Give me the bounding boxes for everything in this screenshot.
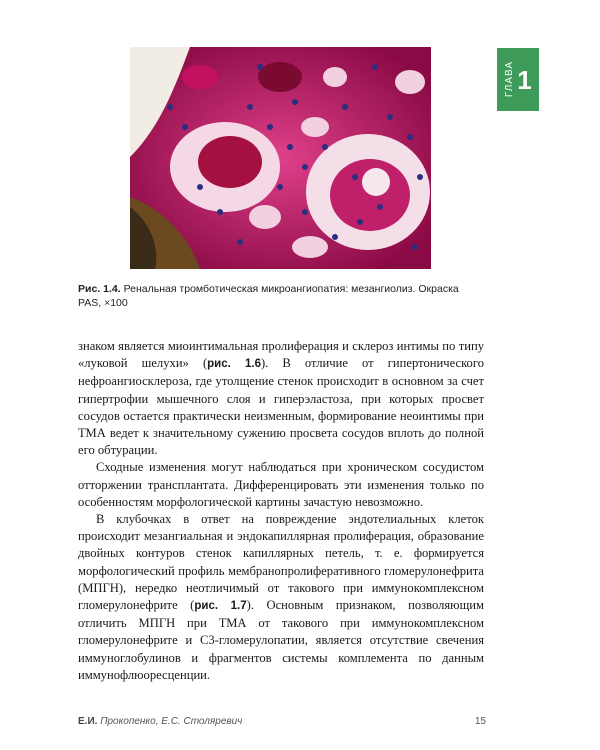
figure-reference: рис. 1.6 — [207, 358, 261, 371]
body-paragraph — [78, 338, 484, 459]
figure-reference: рис. 1.7 — [194, 600, 247, 613]
paragraph-text: В клубочках в ответ на повреждение эндотелиальных клеток происходит мезангиальная и эндокапиллярная пролиферация, образование двойных контуров стенок капиллярных петель, т. е. формируется морфологический профиль мембранопролиферативного гломерулонефрита (МПГН), нередко неотличимый от такового при иммунокомплексном гломерулонефрите ( — [78, 512, 484, 613]
footer-author-names: Прокопенко, Е.С. Столяревич — [100, 716, 243, 727]
body-paragraph — [78, 459, 484, 511]
page-number: 15 — [474, 716, 486, 727]
micrograph-image — [130, 47, 431, 269]
chapter-tab — [497, 48, 539, 111]
body-text — [78, 338, 484, 684]
chapter-word: ГЛАВА — [504, 61, 516, 98]
paragraph-text: ). В отличие от гипертонического нефроангиосклероза, где утолщение стенок происходит в основном за счет гипертрофии мышечного слоя и гиперэластоза, при которых просвет сосудов остается практически неизменным, формирование неоинтимы при ТМА ведет к значительному сужению просвета сосудов вплоть до полной его обтурации. — [78, 356, 484, 458]
chapter-number: 1 — [517, 64, 532, 95]
footer-initials: Е.И. — [78, 716, 98, 727]
body-paragraph — [78, 511, 484, 684]
paragraph-text: знаком является миоинтимальная пролиферация и склероз интимы по типу «луковой шелухи» ( — [78, 339, 484, 371]
figure-caption — [78, 282, 484, 310]
page-footer — [78, 716, 486, 727]
footer-authors — [78, 716, 242, 727]
paragraph-text: Сходные изменения могут наблюдаться при хроническом сосудистом отторжении трансплантата. Дифференцировать эти изменения только по особенностям морфологической картины зачастую невозможно. — [78, 460, 484, 509]
paragraph-text: ). Основным признаком, позволяющим отличить МПГН при ТМА от такового при иммунокомплексном гломерулонефрите и С3-гломерулопатии, является отсутствие свечения иммуноглобулинов и фрагментов системы комплемента по данным иммунофлюоресценции. — [78, 598, 484, 682]
caption-text: Ренальная тромботическая микроангиопатия: мезангиолиз. Окраска PAS, ×100 — [78, 283, 459, 309]
caption-label: Рис. 1.4. — [78, 283, 121, 295]
micrograph-illustration — [130, 47, 431, 269]
